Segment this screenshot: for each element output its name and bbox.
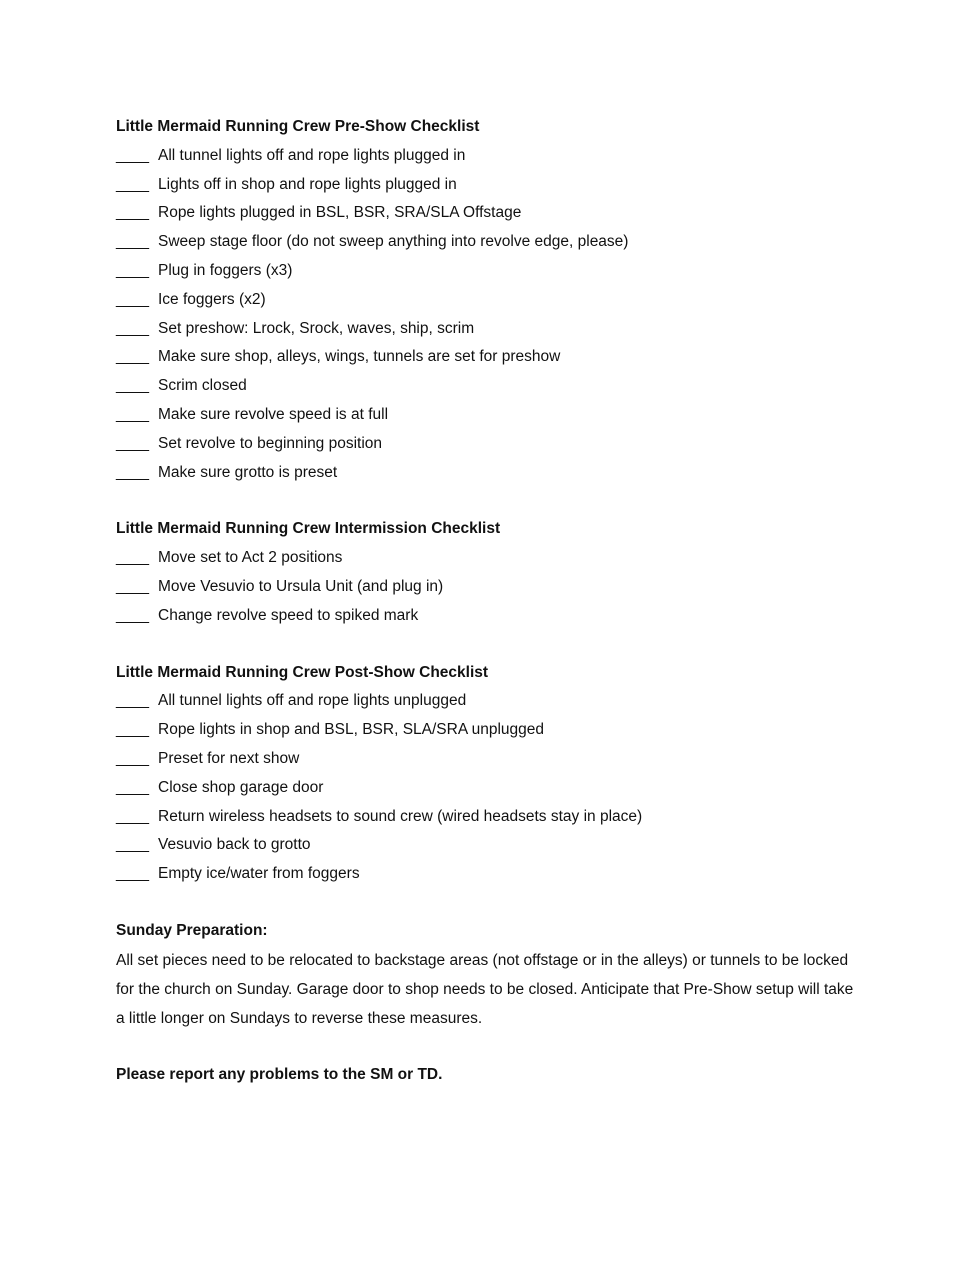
checklist-item [116, 602, 880, 631]
item-text: Make sure revolve speed is at full [158, 405, 389, 423]
checklist-item [116, 573, 880, 602]
checklist-item [116, 199, 880, 228]
item-text: Move set to Act 2 positions [158, 549, 343, 567]
item-text: Empty ice/water from foggers [158, 865, 360, 883]
checklist-item [116, 228, 880, 257]
check-blank: ____ [116, 778, 149, 796]
item-text: Make sure grotto is preset [158, 463, 338, 481]
checklist-item [116, 831, 880, 860]
checklist-item [116, 343, 880, 372]
checklist-item [116, 544, 880, 573]
check-blank: ____ [116, 865, 149, 883]
item-text: Return wireless headsets to sound crew (wired headsets stay in place) [158, 807, 643, 825]
check-blank: ____ [116, 836, 149, 854]
checklist-item [116, 430, 880, 459]
checklist-item [116, 860, 880, 889]
checklist-item [116, 745, 880, 774]
checklist-item [116, 286, 880, 315]
check-blank: ____ [116, 434, 149, 452]
checklist-item [116, 257, 880, 286]
check-blank: ____ [116, 405, 149, 423]
sunday-section [116, 917, 880, 1033]
item-text: Ice foggers (x2) [158, 290, 266, 308]
check-blank: ____ [116, 261, 149, 279]
item-text: Sweep stage floor (do not sweep anything into revolve edge, please) [158, 233, 629, 251]
check-blank: ____ [116, 233, 149, 251]
check-blank: ____ [116, 290, 149, 308]
check-blank: ____ [116, 749, 149, 767]
check-blank: ____ [116, 692, 149, 710]
checklist-item [116, 171, 880, 200]
check-blank: ____ [116, 577, 149, 595]
item-text: Move Vesuvio to Ursula Unit (and plug in) [158, 577, 444, 595]
check-blank: ____ [116, 721, 149, 739]
check-blank: ____ [116, 319, 149, 337]
item-text: All tunnel lights off and rope lights plugged in [158, 146, 466, 164]
check-blank: ____ [116, 146, 149, 164]
check-blank: ____ [116, 807, 149, 825]
item-text: All tunnel lights off and rope lights unplugged [158, 692, 467, 710]
checklist-item [116, 459, 880, 488]
item-text: Vesuvio back to grotto [158, 836, 311, 854]
footer-section [116, 1061, 880, 1090]
check-blank: ____ [116, 348, 149, 366]
item-text: Preset for next show [158, 749, 300, 767]
check-blank: ____ [116, 549, 149, 567]
section-heading: Little Mermaid Running Crew Intermission Checklist [116, 520, 501, 538]
checklist-item [116, 142, 880, 171]
preshow-section [116, 113, 880, 487]
checklist-item [116, 716, 880, 745]
check-blank: ____ [116, 606, 149, 624]
item-text: Make sure shop, alleys, wings, tunnels are set for preshow [158, 348, 561, 366]
postshow-section [116, 659, 880, 889]
intermission-section [116, 515, 880, 630]
checklist-item [116, 315, 880, 344]
check-blank: ____ [116, 377, 149, 395]
checklist-item [116, 687, 880, 716]
sunday-paragraph: All set pieces need to be relocated to backstage areas (not offstage or in the alleys) or tunnels to be locked for the church on Sunday. Garage door to shop needs to be closed. Anticipate that Pre-Show setup will take a little longer on Sundays to reverse these measures. [116, 951, 854, 1027]
checklist-item [116, 774, 880, 803]
checklist-item [116, 372, 880, 401]
item-text: Plug in foggers (x3) [158, 261, 293, 279]
checklist-item [116, 803, 880, 832]
section-heading: Little Mermaid Running Crew Pre-Show Checklist [116, 118, 480, 135]
section-heading: Little Mermaid Running Crew Post-Show Checklist [116, 663, 489, 681]
item-text: Change revolve speed to spiked mark [158, 606, 419, 624]
item-text: Scrim closed [158, 377, 247, 395]
check-blank: ____ [116, 204, 149, 222]
item-text: Rope lights plugged in BSL, BSR, SRA/SLA Offstage [158, 204, 522, 222]
item-text: Lights off in shop and rope lights plugged in [158, 175, 457, 193]
check-blank: ____ [116, 463, 149, 481]
item-text: Set preshow: Lrock, Srock, waves, ship, scrim [158, 319, 475, 337]
check-blank: ____ [116, 175, 149, 193]
footer-note: Please report any problems to the SM or TD. [116, 1065, 443, 1083]
checklist-item [116, 401, 880, 430]
item-text: Close shop garage door [158, 778, 324, 796]
item-text: Set revolve to beginning position [158, 434, 383, 452]
sunday-heading: Sunday Preparation: [116, 921, 268, 939]
item-text: Rope lights in shop and BSL, BSR, SLA/SRA unplugged [158, 721, 545, 739]
